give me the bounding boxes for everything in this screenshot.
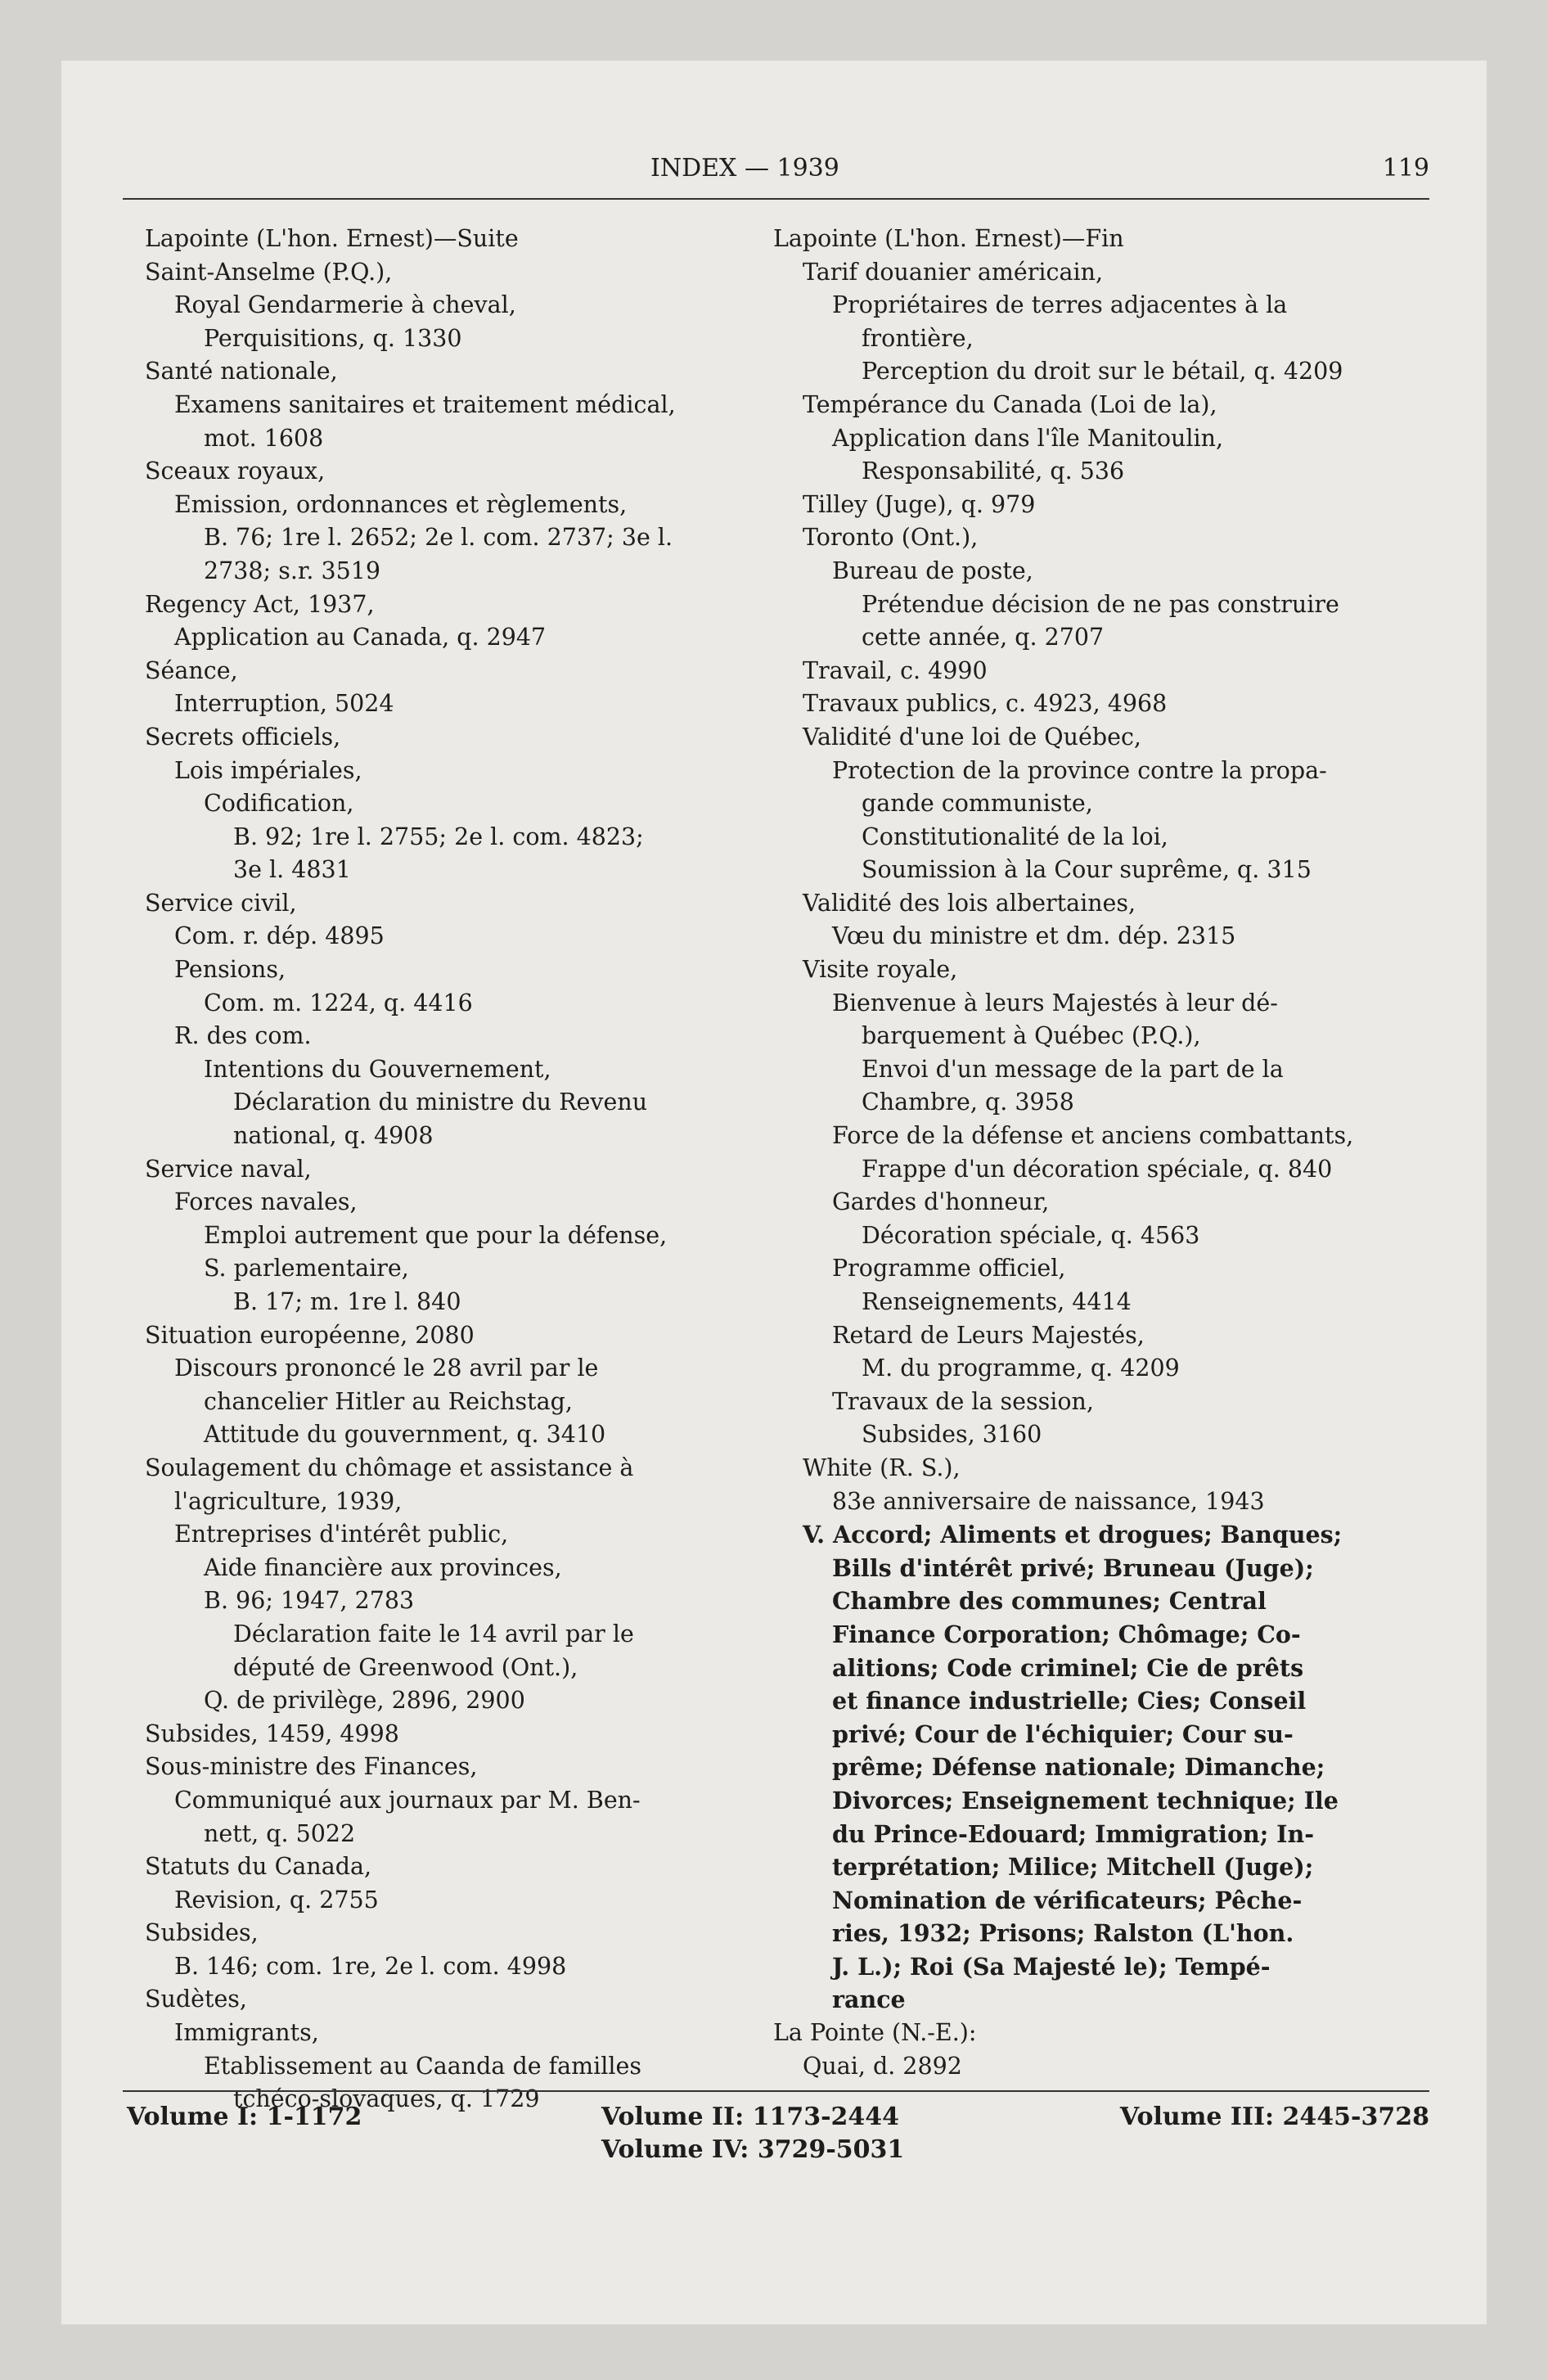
index-line: Toronto (Ont.),	[803, 524, 979, 552]
footer-rule	[123, 2090, 1429, 2092]
index-line: Communiqué aux journaux par M. Ben-	[174, 1786, 641, 1814]
index-line: chancelier Hitler au Reichstag,	[204, 1387, 573, 1415]
index-line: et finance industrielle; Cies; Conseil	[832, 1687, 1307, 1715]
volume-3-range: Volume III: 2445-3728	[1119, 2103, 1429, 2131]
index-line: White (R. S.),	[803, 1454, 961, 1481]
index-line: Royal Gendarmerie à cheval,	[174, 291, 516, 319]
index-line: Discours prononcé le 28 avril par le	[174, 1355, 599, 1382]
index-line: R. des com.	[174, 1022, 312, 1050]
index-line: Service civil,	[145, 889, 297, 917]
index-line: Statuts du Canada,	[145, 1853, 372, 1881]
index-line: Programme officiel,	[832, 1255, 1066, 1282]
index-line: Application au Canada, q. 2947	[174, 624, 547, 651]
index-line: B. 96; 1947, 2783	[204, 1587, 415, 1615]
index-line: La Pointe (N.-E.):	[773, 2019, 977, 2047]
index-line: Bills d'intérêt privé; Bruneau (Juge);	[832, 1553, 1314, 1582]
index-line: tchéco-slovaques, q. 1729	[233, 2085, 540, 2113]
index-line: B. 17; m. 1re l. 840	[233, 1288, 461, 1315]
index-line: Pensions,	[174, 956, 286, 984]
index-line: prême; Défense nationale; Dimanche;	[832, 1753, 1325, 1782]
index-line: Chambre des communes; Central	[832, 1587, 1267, 1616]
index-line: Attitude du gouvernment, q. 3410	[204, 1421, 606, 1449]
index-line: Visite royale,	[803, 956, 958, 984]
index-line: Sous-ministre des Finances,	[145, 1753, 478, 1781]
index-line: Lapointe (L'hon. Ernest)—Suite	[145, 225, 519, 252]
index-line: Com. m. 1224, q. 4416	[204, 989, 473, 1016]
index-line: Etablissement au Caanda de familles	[204, 2052, 642, 2080]
index-line: Aide financière aux provinces,	[204, 1553, 562, 1581]
index-line: l'agriculture, 1939,	[174, 1487, 403, 1515]
index-line: J. L.); Roi (Sa Majesté le); Tempé-	[832, 1952, 1271, 1981]
index-line: Tarif douanier américain,	[803, 258, 1104, 286]
index-column-right	[773, 223, 1428, 2083]
index-line: Subsides, 3160	[862, 1421, 1042, 1449]
index-line: Com. r. dép. 4895	[174, 922, 385, 950]
index-line: Travaux publics, c. 4923, 4968	[803, 690, 1168, 718]
index-line: Propriétaires de terres adjacentes à la	[832, 291, 1288, 319]
index-line: barquement à Québec (P.Q.),	[862, 1022, 1201, 1050]
index-line: du Prince-Edouard; Immigration; In-	[832, 1819, 1315, 1848]
index-line: Lapointe (L'hon. Ernest)—Fin	[773, 225, 1124, 252]
index-line: gande communiste,	[862, 790, 1093, 818]
index-line: B. 92; 1re l. 2755; 2e l. com. 4823;	[233, 823, 644, 850]
index-line: terprétation; Milice; Mitchell (Juge);	[832, 1853, 1314, 1882]
index-line: Soulagement du chômage et assistance à	[145, 1454, 634, 1481]
index-line: Travaux de la session,	[832, 1387, 1094, 1415]
index-line: Séance,	[145, 656, 238, 684]
index-line: M. du programme, q. 4209	[862, 1355, 1180, 1382]
index-line: Renseignements, 4414	[862, 1288, 1132, 1315]
volume-1-range: Volume I: 1-1172	[127, 2103, 362, 2131]
index-line: Vœu du ministre et dm. dép. 2315	[832, 922, 1236, 950]
index-line: Finance Corporation; Chômage; Co-	[832, 1620, 1301, 1648]
index-line: Tilley (Juge), q. 979	[803, 490, 1036, 518]
page-title: INDEX — 1939	[650, 154, 839, 183]
index-line: Perception du droit sur le bétail, q. 4209	[862, 358, 1343, 385]
index-line: S. parlementaire,	[204, 1255, 409, 1282]
index-line: Sceaux royaux,	[145, 458, 326, 485]
index-line: Immigrants,	[174, 2019, 319, 2047]
index-line: 2738; s.r. 3519	[204, 557, 381, 584]
index-line: B. 146; com. 1re, 2e l. com. 4998	[174, 1952, 567, 1980]
index-line: Entreprises d'intérêt public,	[174, 1521, 509, 1548]
index-line: Gardes d'honneur,	[832, 1188, 1050, 1216]
index-line: Quai, d. 2892	[803, 2052, 962, 2080]
index-line: Divorces; Enseignement technique; Ile	[832, 1786, 1339, 1814]
page-header	[61, 144, 1487, 193]
index-line: national, q. 4908	[233, 1122, 434, 1150]
index-line: Codification,	[204, 790, 354, 818]
index-line: cette année, q. 2707	[862, 624, 1105, 651]
index-line: alitions; Code criminel; Cie de prêts	[832, 1653, 1304, 1682]
index-line: Regency Act, 1937,	[145, 590, 375, 618]
index-line: Situation européenne, 2080	[145, 1321, 475, 1349]
volume-4-range: Volume IV: 3729-5031	[601, 2135, 905, 2164]
index-line: Interruption, 5024	[174, 690, 394, 718]
index-line: Protection de la province contre la propa-	[832, 756, 1327, 784]
index-line: Prétendue décision de ne pas construire	[862, 590, 1339, 618]
index-line: nett, q. 5022	[204, 1819, 356, 1847]
index-line: Intentions du Gouvernement,	[204, 1055, 551, 1083]
index-line: Sudètes,	[145, 1986, 247, 2013]
index-line: Emploi autrement que pour la défense,	[204, 1221, 668, 1249]
index-line: Constitutionalité de la loi,	[862, 823, 1168, 850]
index-line: rance	[832, 1986, 906, 2014]
index-line: 83e anniversaire de naissance, 1943	[832, 1487, 1265, 1515]
index-line: mot. 1608	[204, 424, 324, 452]
header-rule	[123, 198, 1429, 200]
index-line: Emission, ordonnances et règlements,	[174, 490, 628, 518]
index-line: Forces navales,	[174, 1188, 358, 1216]
index-line: B. 76; 1re l. 2652; 2e l. com. 2737; 3e l.	[204, 524, 673, 552]
index-line: Service naval,	[145, 1155, 312, 1183]
page	[61, 61, 1487, 2324]
index-line: Frappe d'un décoration spéciale, q. 840	[862, 1155, 1333, 1183]
index-line: Secrets officiels,	[145, 723, 341, 751]
index-line: privé; Cour de l'échiquier; Cour su-	[832, 1720, 1294, 1748]
index-line: 3e l. 4831	[233, 856, 351, 884]
index-line: Lois impériales,	[174, 756, 362, 784]
index-line: Envoi d'un message de la part de la	[862, 1055, 1284, 1083]
index-line: Nomination de vérificateurs; Pêche-	[832, 1886, 1303, 1914]
index-line: Bienvenue à leurs Majestés à leur dé-	[832, 989, 1278, 1016]
index-line: Travail, c. 4990	[803, 656, 988, 684]
index-line: Saint-Anselme (P.Q.),	[145, 258, 393, 286]
index-line: Q. de privilège, 2896, 2900	[204, 1687, 525, 1715]
index-line: Soumission à la Cour suprême, q. 315	[862, 856, 1312, 884]
index-line: Validité d'une loi de Québec,	[803, 723, 1141, 751]
index-line: Validité des lois albertaines,	[803, 889, 1136, 917]
index-line: Chambre, q. 3958	[862, 1089, 1074, 1116]
index-line: Revision, q. 2755	[174, 1886, 379, 1913]
index-line: Déclaration faite le 14 avril par le	[233, 1620, 634, 1648]
index-line: Perquisitions, q. 1330	[204, 324, 462, 352]
index-line: frontière,	[862, 324, 974, 352]
index-line: Bureau de poste,	[832, 557, 1033, 584]
page-number: 119	[1382, 154, 1429, 183]
index-line: Force de la défense et anciens combattants,	[832, 1122, 1354, 1150]
volume-2-range: Volume II: 1173-2444	[601, 2103, 900, 2131]
index-line: Déclaration du ministre du Revenu	[233, 1089, 648, 1116]
index-line: Subsides,	[145, 1919, 259, 1947]
index-column-left	[145, 223, 799, 2116]
index-line: Responsabilité, q. 536	[862, 458, 1125, 485]
index-line: Décoration spéciale, q. 4563	[862, 1221, 1200, 1249]
index-line: ries, 1932; Prisons; Ralston (L'hon.	[832, 1919, 1294, 1948]
index-line: V. Accord; Aliments et drogues; Banques;	[803, 1521, 1343, 1549]
index-line: Application dans l'île Manitoulin,	[832, 424, 1224, 452]
index-line: Examens sanitaires et traitement médical,	[174, 390, 676, 418]
index-line: Subsides, 1459, 4998	[145, 1720, 399, 1747]
index-line: Santé nationale,	[145, 358, 338, 385]
index-line: Retard de Leurs Majestés,	[832, 1321, 1145, 1349]
index-line: député de Greenwood (Ont.),	[233, 1653, 578, 1681]
index-line: Tempérance du Canada (Loi de la),	[803, 390, 1217, 418]
